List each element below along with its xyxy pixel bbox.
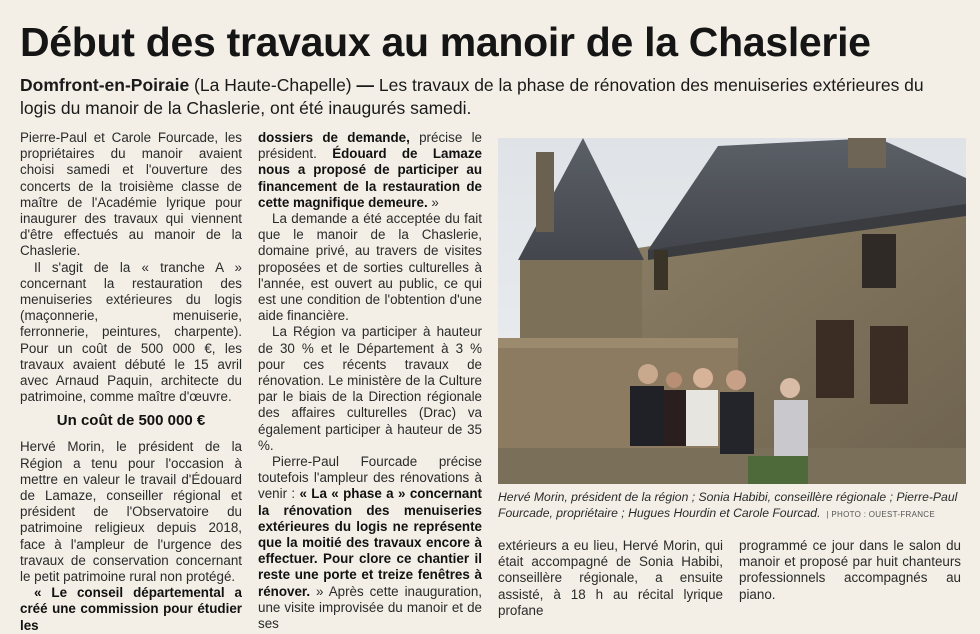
col2-p4-end: » Après cette inauguration, une visite improvisée du manoir et de ses xyxy=(258,583,482,632)
col2-paragraph-4 xyxy=(258,454,482,632)
col2-p1-end: » xyxy=(427,194,439,210)
col1-paragraph-1: Pierre-Paul et Carole Fourcade, les propriétaires du manoir avaient choisi samedi et l'ouverture des concerts de la troisième classe de maître de l'Académie lyrique pour inaugurer des travaux qui viennent d'être effectués au manoir de la Chaslerie. xyxy=(20,130,242,259)
col2-p1-text: précise le président. xyxy=(258,130,482,162)
col2-p1-bold-quote: Édouard de Lamaze nous a proposé de participer au financement de la restauration de cette magnifique demeure. xyxy=(258,146,482,210)
article-headline: Début des travaux au manoir de la Chaslerie xyxy=(20,19,871,65)
article-subheading: Un coût de 500 000 € xyxy=(56,412,206,430)
lede-place: Domfront-en-Poiraie xyxy=(20,75,190,95)
manor-photo-illustration xyxy=(498,138,966,484)
col2-paragraph-3: La Région va participer à hauteur de 30 % et le Département à 3 % pour ces récents travaux de rénovation. Le ministère de la Culture par le biais de la Direction régionale des affaires culturelles (Drac) va également participer à hauteur de 35 %. xyxy=(258,324,482,453)
column-2 xyxy=(258,130,482,632)
photo-credit: | PHOTO : OUEST-FRANCE xyxy=(826,509,936,519)
col1-paragraph-4: « Le conseil départemental a créé une commission pour étudier les xyxy=(20,585,242,633)
col4-paragraph-1: programmé ce jour dans le salon du manoir et proposé par huit chanteurs professionnels accompagnés au piano. xyxy=(739,538,961,602)
column-3 xyxy=(498,538,723,619)
col1-paragraph-3: Hervé Morin, le président de la Région a tenu pour l'occasion à mettre en valeur le travail d'Édouard de Lamaze, conseiller régional et président de l'Observatoire du patrimoine religieux depuis 2018, face à l'ampleur de l'urgence des travaux de conservation concernant le petit patrimoine rural non protégé. xyxy=(20,439,242,585)
col3-paragraph-1: extérieurs a eu lieu, Hervé Morin, qui était accompagné de Sonia Habibi, conseillère régionale, a ensuite assisté, à 18 h au récital lyrique profane xyxy=(498,538,723,618)
photo-caption xyxy=(498,490,966,522)
photo-caption-text: Hervé Morin, président de la région ; Sonia Habibi, conseillère régionale ; Pierre-Paul Fourcade, propriétaire ; Hugues Hourdin et Carole Fourcad. xyxy=(498,490,958,520)
col2-paragraph-2: La demande a été acceptée du fait que le manoir de la Chaslerie, domaine privé, au travers de visites proposées et de sorties culturelles à l'année, est ouvert au public, ce qui est une condition de l'obtention d'une aide financière. xyxy=(258,211,482,324)
lede-separator: — xyxy=(351,75,379,95)
col2-p4-bold-quote: « La « phase a » concernant la rénovation des menuiseries extérieures du logis ne représente que la moitié des travaux encore à effectuer. Pour clore ce chantier il reste une porte et treize fenêtres à rénover. xyxy=(258,486,482,599)
col2-paragraph-1 xyxy=(258,130,482,211)
col2-p1-bold: dossiers de demande, xyxy=(258,130,410,145)
lede-subplace: (La Haute-Chapelle) xyxy=(189,75,352,95)
col1-paragraph-2: Il s'agit de la « tranche A » concernant la restauration des menuiseries extérieures du logis (maçonnerie, menuiserie, ferronnerie, peintures, charpente). Pour un coût de 500 000 €, les travaux avaient débuté le 15 avril avec Arnaud Paquin, architecte du patrimoine, comme maître d'œuvre. xyxy=(20,259,242,405)
article-lede xyxy=(20,74,960,120)
manor-photo xyxy=(498,138,966,484)
lede-text: Les travaux de la phase de rénovation des menuiseries extérieures du logis du manoir de la Chaslerie, ont été inaugurés samedi. xyxy=(20,75,924,118)
column-1 xyxy=(20,130,242,634)
column-4 xyxy=(739,538,961,603)
col2-p4-text: Pierre-Paul Fourcade précise toutefois l'ampleur des rénovations à venir : xyxy=(258,454,482,502)
